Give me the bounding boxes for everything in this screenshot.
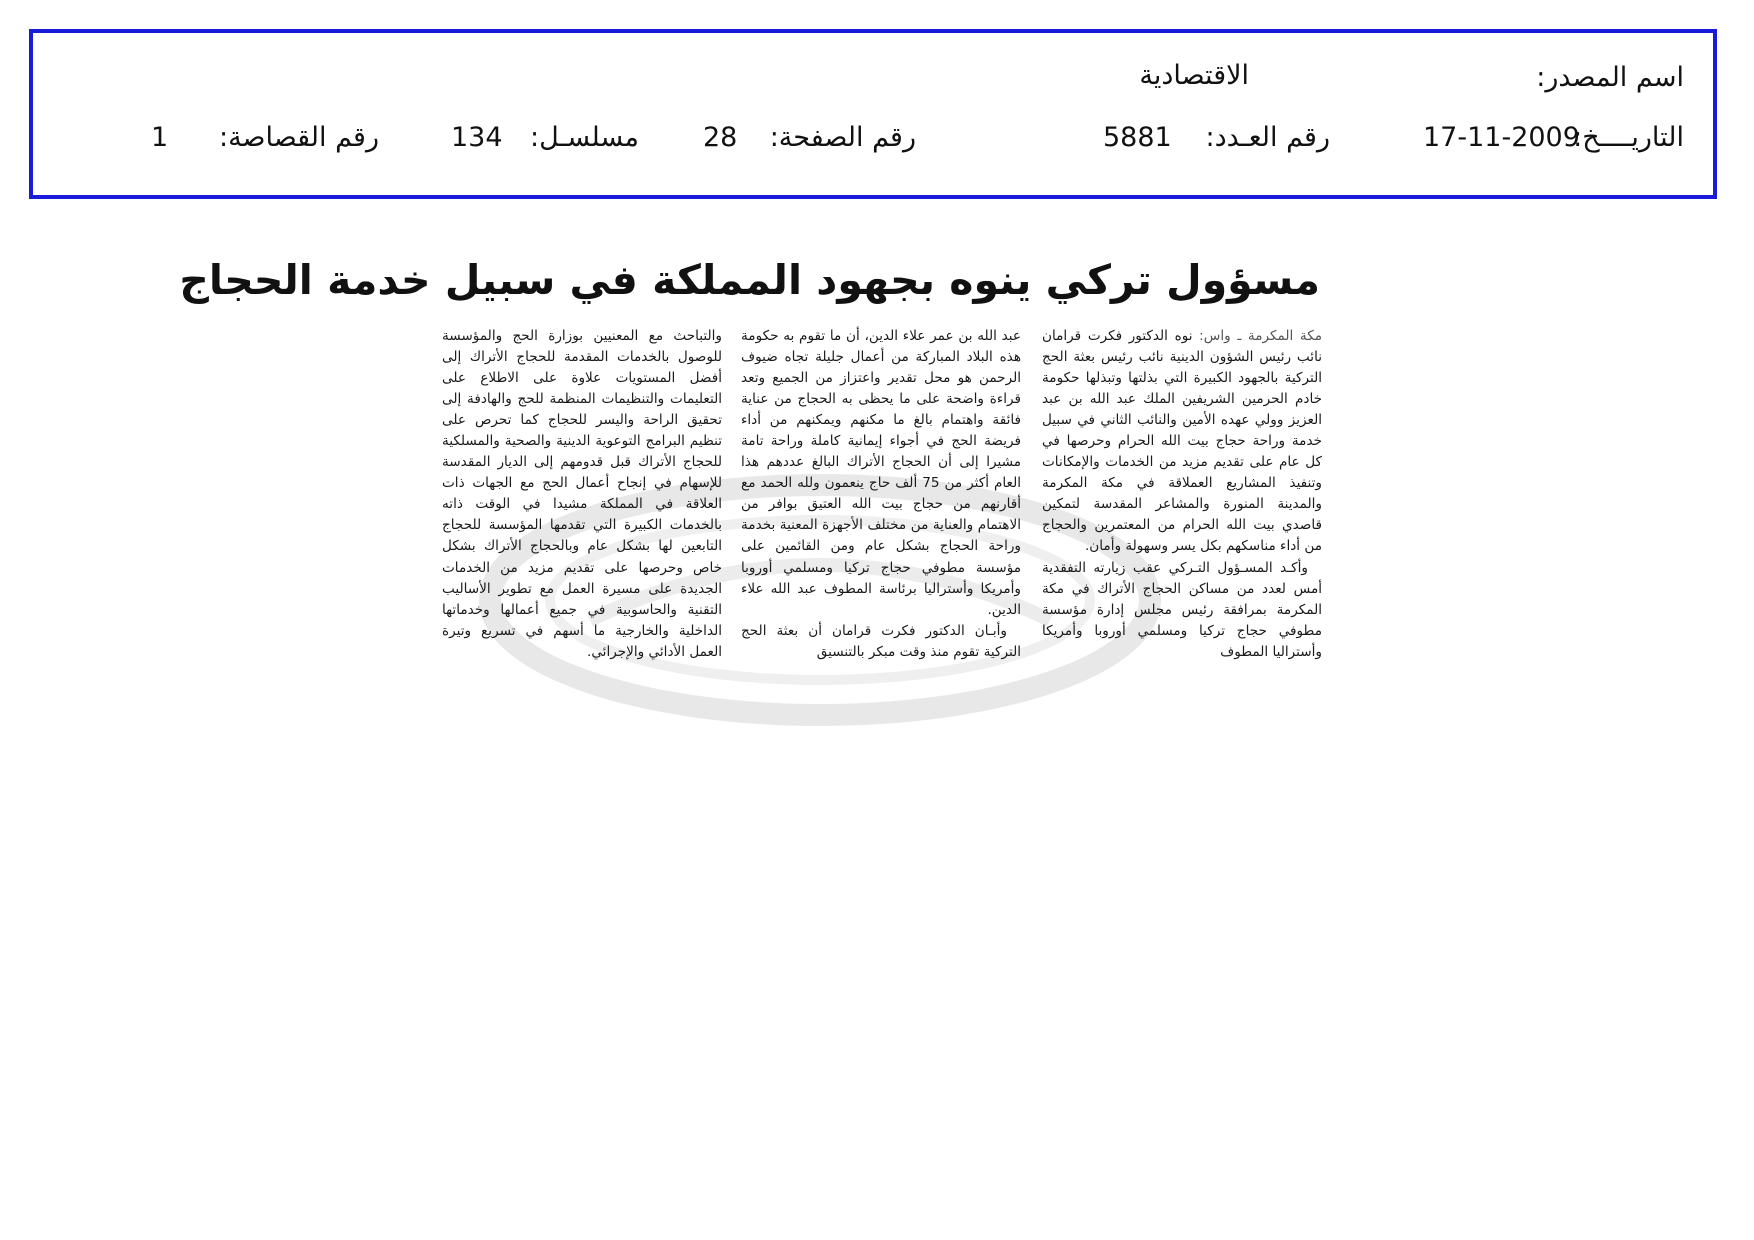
date-value: 17-11-2009 xyxy=(1423,122,1580,153)
article-paragraph: وأكـد المسـؤول التـركي عقب زيارته التفقدية أمس لعدد من مساكن الحجاج الأتراك في مكة المكرمة بمرافقة رئيس مجلس إدارة مؤسسة مطوفي حجاج تركيا ومسلمي أوروبا وأمريكا وأستراليا المطوف xyxy=(1042,559,1322,660)
issue-label: رقم العـدد: xyxy=(1205,122,1330,153)
article-paragraph: عبد الله بن عمر علاء الدين، أن ما تقوم به حكومة هذه البلاد المباركة من أعمال جليلة تجاه ضيوف الرحمن هو محل تقدير واعتزاز من الجميع وتعد قراءة واضحة على ما يحظى به الحجاج من عناية فائقة واهتمام بالغ ما مكنهم ويمكنهم من أداء فريضة الحج في أجواء إيمانية كاملة وراحة تامة مشيرا إلى أن الحجاج الأتراك البالغ عددهم هذا العام أكثر من 75 ألف حاج ينعمون ولله الحمد مع أقارنهم من حجاج بيت الله العتيق بوافر من الاهتمام والعناية من مختلف الأجهزة المعنية بخدمة وراحة الحجاج بشكل عام ومن القائمين على مؤسسة مطوفي حجاج تركيا ومسلمي أوروبا وأمريكا وأستراليا برئاسة المطوف عبد الله علاء الدين. xyxy=(741,328,1021,618)
serial-label: مسلسـل: xyxy=(529,122,639,153)
date-label: التاريــــخ: xyxy=(1573,122,1684,153)
article-paragraph: نوه الدكتور فكرت قرامان نائب رئيس الشؤون الدينية نائب رئيس بعثة الحج التركية بالجهود الكبيرة التي بذلتها وتبذلها حكومة خادم الحرمين الشريفين الملك عبد الله بن عبد العزيز وولي عهده الأمين والنائب الثاني في سبيل خدمة وراحة حجاج بيت الله الحرام وحرصها في كل عام على تقديم مزيد من الخدمات والإمكانات وتنفيذ المشاريع العملاقة في مكة المكرمة والمدينة المنورة والمشاعر المقدسة لتمكين قاصدي بيت الله الحرام من المعتمرين والحجاج من أداء مناسكهم بكل يسر وسهولة وأمان. xyxy=(1042,328,1322,555)
article-paragraph: وأبـان الدكتور فكرت قرامان أن بعثة الحج التركية تقوم منذ وقت مبكر بالتنسيق xyxy=(741,622,1021,660)
article-paragraph: والتباحث مع المعنيين بوزارة الحج والمؤسسة للوصول بالخدمات المقدمة للحجاج الأتراك إلى أفضل المستويات علاوة على الاطلاع على التعليمات والتنظيمات المنظمة للحج والهادفة إلى تحقيق الراحة واليسر للحجاج كما تحرص على تنظيم البرامج التوعوية الدينية والصحية والمسلكية للحجاج الأتراك قبل قدومهم إلى الديار المقدسة للإسهام في إنجاح أعمال الحج مع الجهات ذات العلاقة في المملكة مشيدا في الوقت ذاته بالخدمات الكبيرة التي تقدمها المؤسسة للحجاج التابعين لها بشكل عام وبالحجاج الأتراك بشكل خاص وحرصها على تقديم مزيد من الخدمات الجديدة على مسيرة العمل مع تطوير الأساليب التقنية والحاسوبية في جميع أعمالها وخدماتها الداخلية والخارجية ما أسهم في تسريع وتيرة العمل الأدائي والإجرائي. xyxy=(442,328,722,660)
serial-value: 134 xyxy=(451,122,503,153)
article-column-1 xyxy=(1042,326,1322,663)
article-column-3 xyxy=(442,326,722,663)
clipping-metadata-box xyxy=(29,29,1717,199)
article-dateline: مكة المكرمة ـ واس: xyxy=(1199,328,1322,344)
clipping-label: رقم القصاصة: xyxy=(218,122,379,153)
source-label: اسم المصدر: xyxy=(1536,62,1684,93)
clipping-value: 1 xyxy=(151,122,169,153)
page-value: 28 xyxy=(703,122,738,153)
source-value: الاقتصادية xyxy=(1139,60,1249,91)
article-headline: مسؤول تركي ينوه بجهود المملكة في سبيل خدمة الحجاج xyxy=(179,256,1320,304)
page-label: رقم الصفحة: xyxy=(769,122,916,153)
article-column-2 xyxy=(741,326,1021,663)
issue-value: 5881 xyxy=(1103,122,1172,153)
